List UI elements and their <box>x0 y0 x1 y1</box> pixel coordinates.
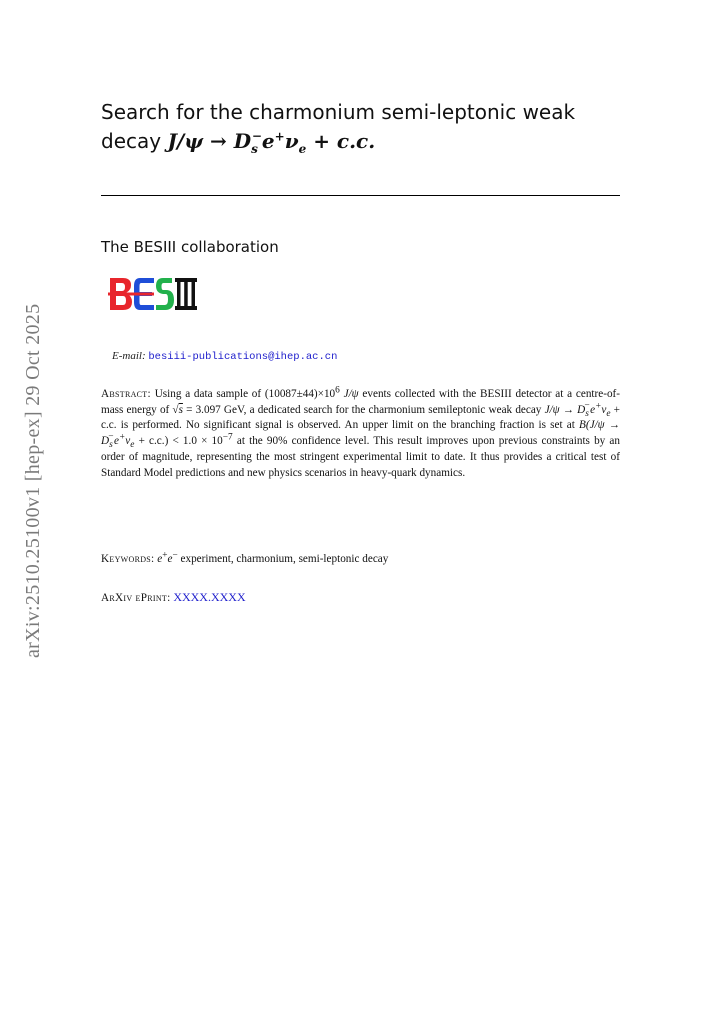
abstract <box>101 387 620 481</box>
title-decay-formula: $J/\psi \to D_s^-e^+\nu_e + c.c$. <box>167 129 376 156</box>
keywords-text: e+e− experiment, charmonium, semi-leptonic decay <box>157 550 389 565</box>
eprint-link[interactable]: XXXX.XXXX <box>173 590 246 604</box>
keywords <box>101 550 389 565</box>
arxiv-eprint <box>101 590 246 605</box>
collaboration-name: The BESIII collaboration <box>101 238 279 256</box>
paper-title <box>101 98 631 156</box>
keywords-label: Keywords: <box>101 553 155 565</box>
eprint-label: ArXiv ePrint: <box>101 592 171 604</box>
abstract-label: Abstract: <box>101 388 151 400</box>
abstract-text: Using a data sample of $(10087\pm 44)\times 10^6$ J/ψ events collected with the BESIII detector at a centre-of-mass energy of √s = 3.097 GeV, a dedicated search for the charmonium semileptonic weak decay $J/\psi \to D_s^-e^+\nu_e + c.c$. is performed. No significant signal is observed. An upper limit on the branching fraction is set at $B(J/\psi \to D_s^-e^+\nu_e + c.c.) < 1.0 \times 10^{-7}$ at the 90% confidence level. This result improves upon previous constraints by an order of magnitude, representing the most stringent experimental limit to date. It thus provides a critical test of Standard Model predictions and new physics scenarios in heavy-quark dynamics. <box>101 385 620 479</box>
email-address[interactable]: besiii-publications@ihep.ac.cn <box>148 351 338 363</box>
email-label: E-mail: <box>112 350 146 362</box>
title-rule <box>101 195 620 196</box>
besiii-logo <box>106 274 198 314</box>
contact-email <box>112 350 337 363</box>
title-line-1: Search for the charmonium semi-leptonic weak <box>101 100 576 124</box>
title-line-2 <box>101 127 631 156</box>
title-decay-prefix: decay <box>101 129 162 153</box>
arxiv-stamp: arXiv:2510.25100v1 [hep-ex] 29 Oct 2025 <box>22 303 44 658</box>
